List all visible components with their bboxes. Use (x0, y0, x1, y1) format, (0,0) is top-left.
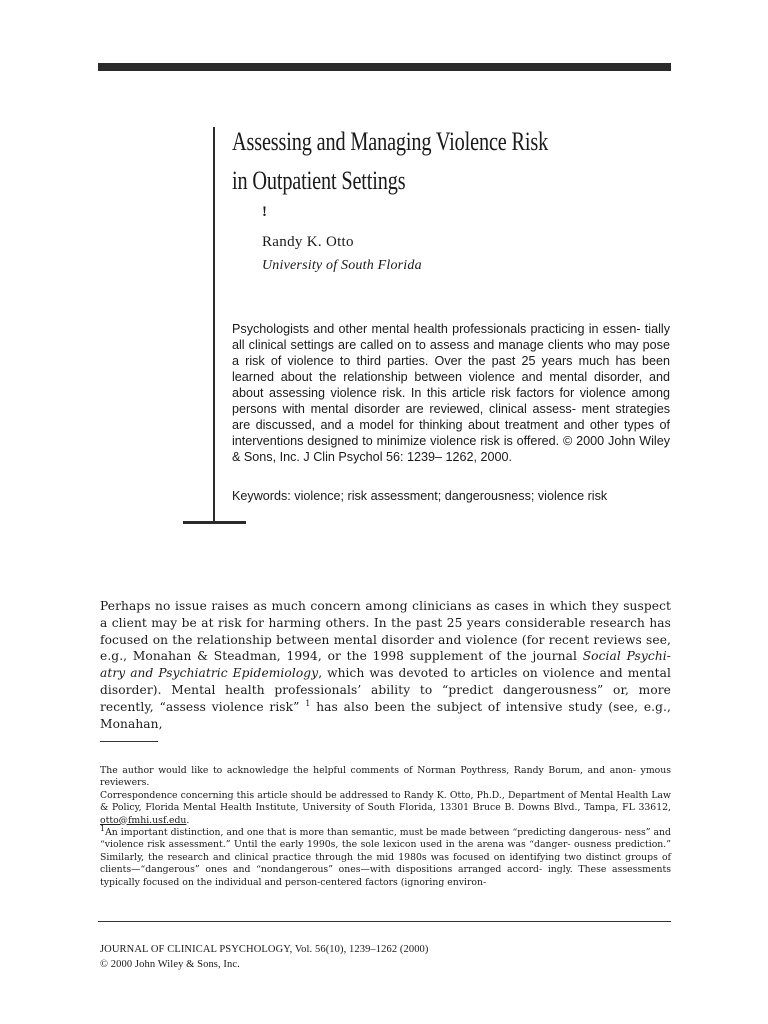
correspondence-note (100, 790, 671, 827)
acknowledgment-note: The author would like to acknowledge the helpful comments of Norman Poythress, Randy Borum, and anon- ymous reviewers. (100, 765, 671, 789)
author-affiliation: University of South Florida (262, 258, 422, 273)
footer-rule (98, 921, 671, 922)
abstract: Psychologists and other mental health professionals practicing in essen- tially all clinical settings are called on to assess and manage clients who may pose a risk of violence to third parties. Over the past 25 years much has been learned about the relationship between violence and mental disorder, and about assessing violence risk. In this article risk factors for violence among persons with mental disorder are reviewed, clinical assess- ment strategies are discussed, and a model for thinking about treatment and other types of interventions designed to minimize violence risk is offered. © 2000 John Wiley & Sons, Inc. J Clin Psychol 56: 1239– 1262, 2000. (232, 322, 670, 464)
body-text-part-3: has also been the subject of intensive study (see, e.g., Monahan, (100, 699, 671, 731)
body-text-part-2: , which was devoted to articles on violence and mental disorder). Mental health professionals’ ability to “predict dangerousness” or, more recently, “assess violence risk” (100, 666, 672, 714)
correspondence-period: . (186, 814, 190, 826)
title-block-vertical-rule (213, 127, 215, 523)
journal-citation: JOURNAL OF CLINICAL PSYCHOLOGY, Vol. 56(10), 1239–1262 (2000) (100, 944, 429, 955)
footnote-1 (100, 823, 671, 889)
article-title-line-1: Assessing and Managing Violence Risk (232, 127, 549, 156)
keywords: Keywords: violence; risk assessment; dangerousness; violence risk (232, 489, 608, 503)
article-title-line-2: in Outpatient Settings (232, 166, 406, 195)
article-title (232, 122, 548, 200)
footnotes (100, 765, 671, 889)
author-name: Randy K. Otto (262, 234, 354, 250)
footnote-separator (100, 741, 158, 742)
footnote-1-text: An important distinction, and one that is more than semantic, must be made between “predicting dangerous- ness” and “violence risk assessment.” Until the early 1990s, the sole lexicon used in the arena was “danger- ousness prediction.” Similarly, the research and clinical practice through the mid 1980s was focused on identifying two distinct groups of clients—“dangerous” ones and “nondangerous” ones—with dispositions arranged accord- ingly. These assessments typically focused on the individual and person-centered factors (ignoring environ- (100, 827, 671, 888)
title-block-horizontal-rule (183, 521, 246, 524)
email-link[interactable]: otto@fmhi.usf.edu (100, 814, 187, 826)
footnote-reference[interactable]: 1 (305, 698, 311, 708)
title-footnote-mark: ! (262, 204, 267, 220)
journal-name-italic: Social Psychi- atry and Psychiatric Epidemiology (100, 649, 671, 681)
correspondence-text: Correspondence concerning this article should be addressed to Randy K. Otto, Ph.D., Department of Mental Health Law & Policy, Florida Mental Health Institute, University of South Florida, 13301 Bruce B. Downs Blvd., Tampa, FL 33612, (100, 789, 671, 814)
header-rule (98, 63, 671, 71)
journal-copyright: © 2000 John Wiley & Sons, Inc. (100, 959, 240, 970)
body-text-part-1: Perhaps no issue raises as much concern among clinicians as cases in which they suspect a client may be at risk for harming others. In the past 25 years considerable research has focused on the relationship between mental disorder and violence (for recent reviews see, e.g., Monahan & Steadman, 1994, or the 1998 supplement of the journal (100, 599, 671, 664)
journal-info (100, 942, 429, 972)
body-paragraph (100, 598, 671, 732)
footnote-1-mark: 1 (100, 823, 106, 833)
